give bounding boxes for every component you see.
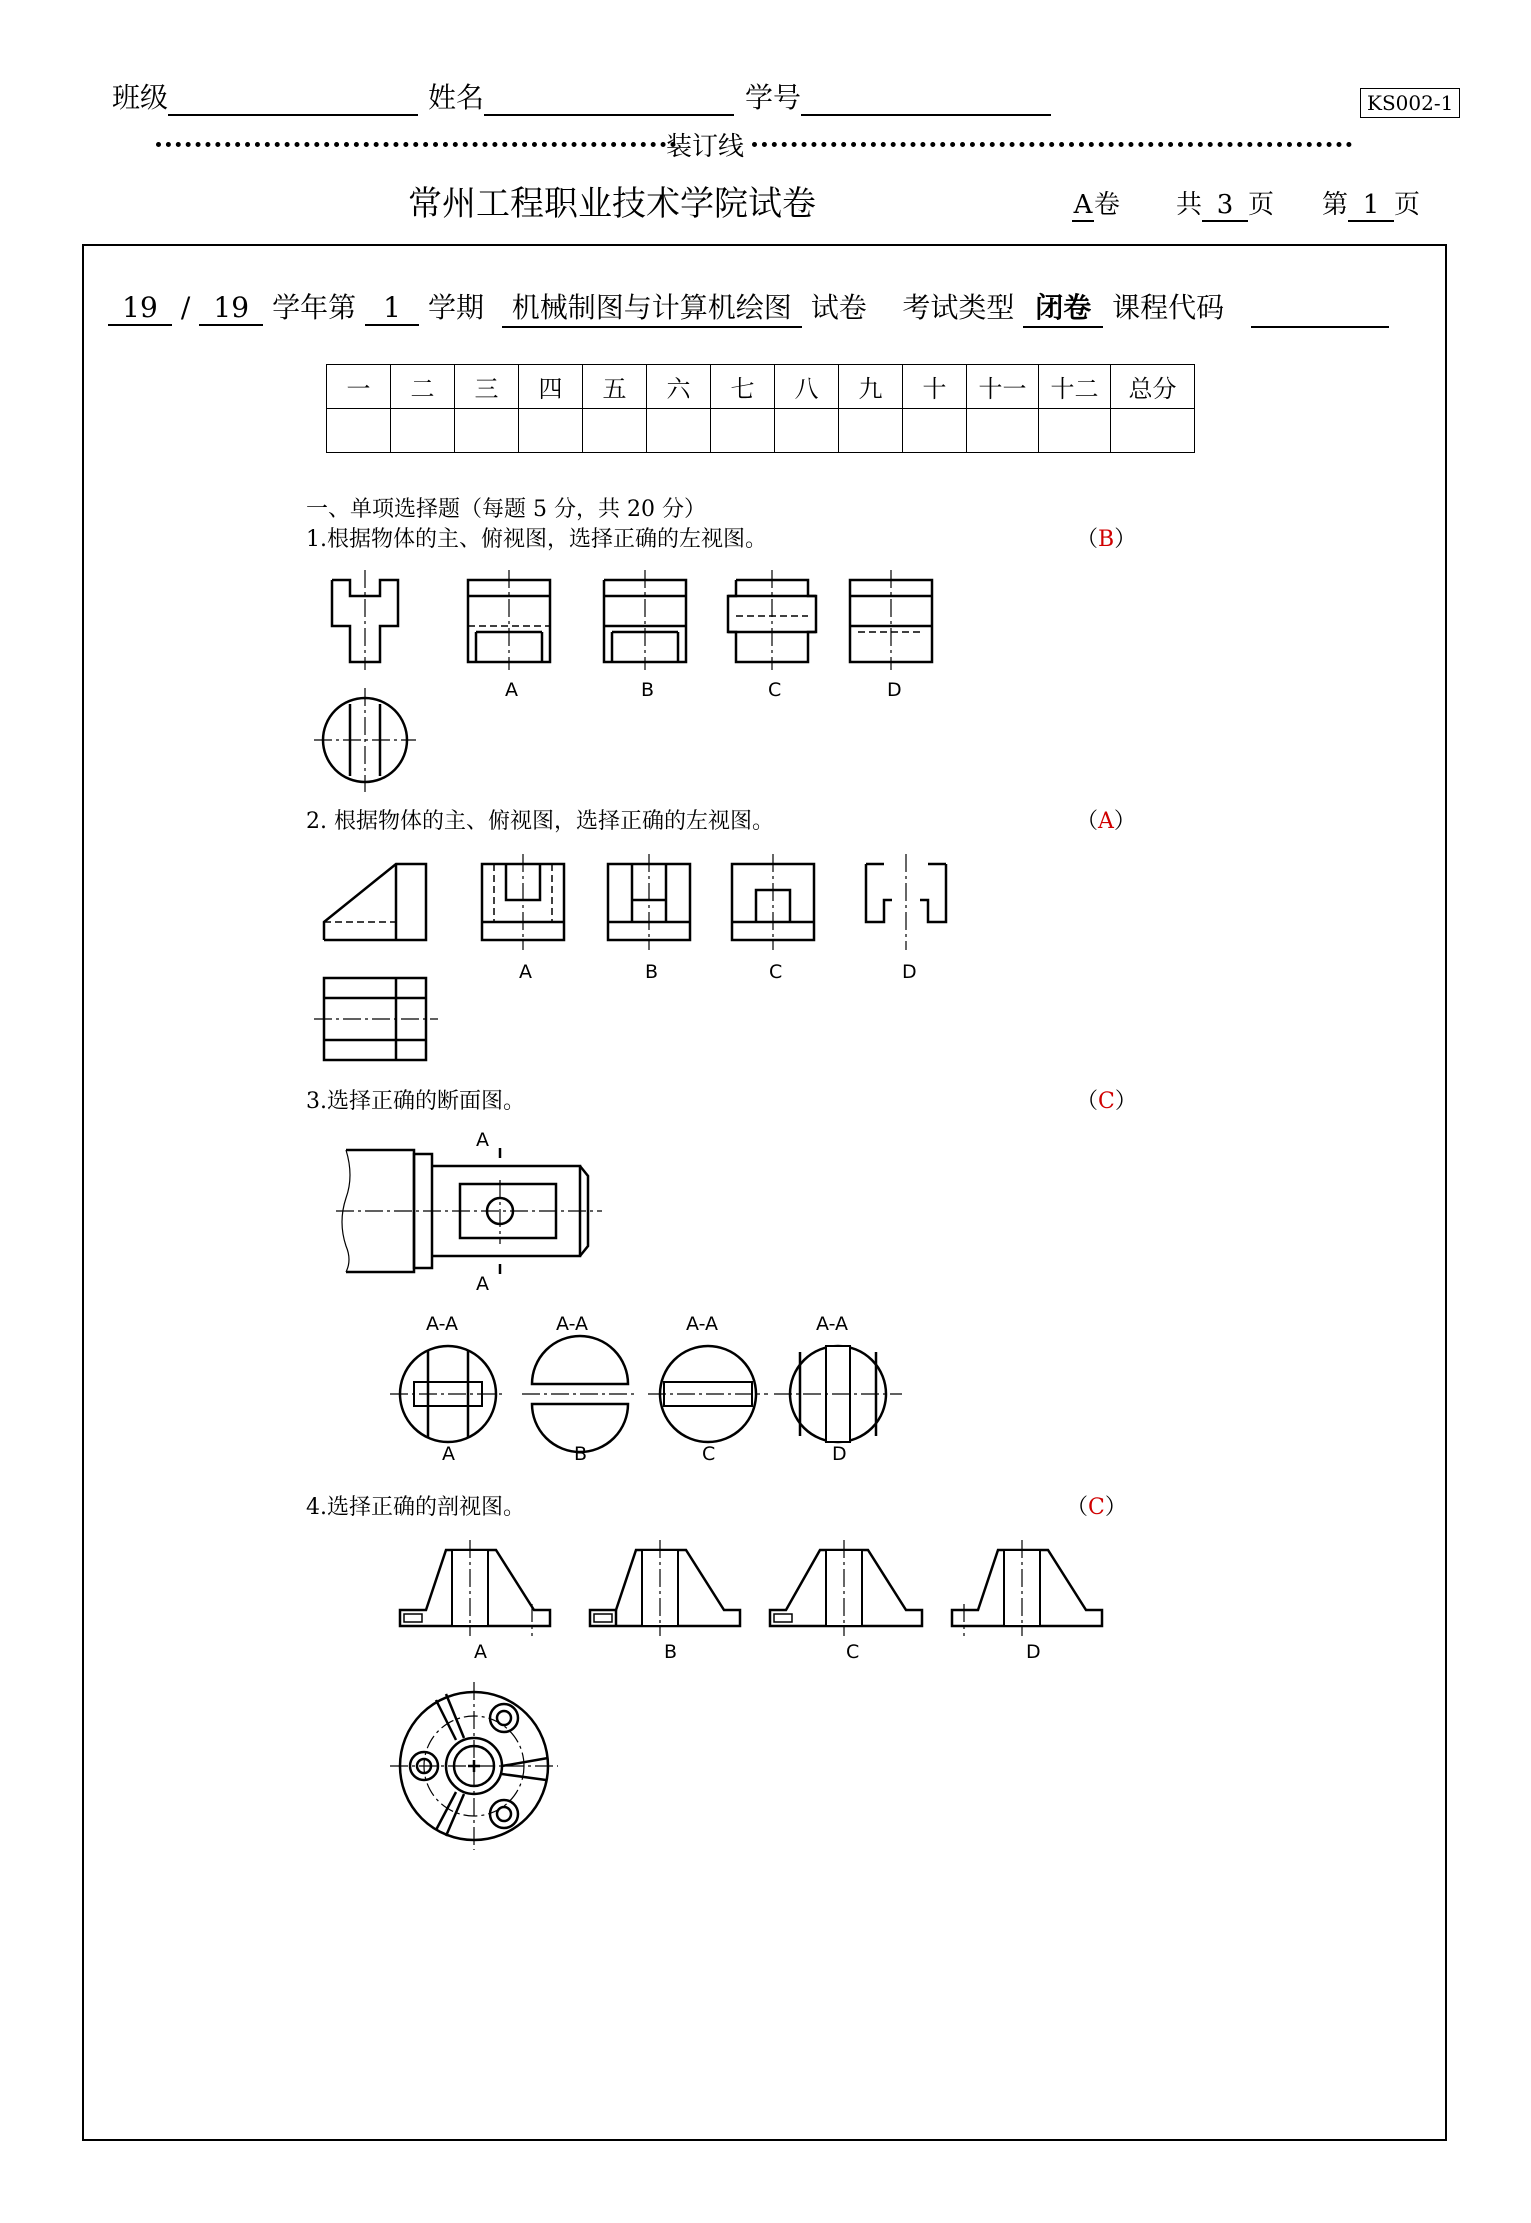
question-1-text: 1.根据物体的主、俯视图，选择正确的左视图。 (306, 527, 767, 552)
q3-option-label-b: B (574, 1443, 588, 1465)
question-2-figure (310, 850, 970, 1070)
score-cell[interactable] (647, 409, 711, 453)
q4-option-label-c: C (846, 1641, 860, 1663)
score-header: 总分 (1111, 365, 1195, 409)
score-header: 八 (775, 365, 839, 409)
exam-info-line: 19 / 19 学年第 1 学期 机械制图与计算机绘图 试卷 考试类型 闭卷 课程代码 (108, 286, 1389, 328)
q2-front-view (324, 864, 426, 940)
q2-option-label-d: D (902, 961, 917, 983)
q3-shaft-view (336, 1148, 602, 1274)
class-blank[interactable] (168, 86, 418, 116)
q1-option-a (468, 570, 550, 670)
school-title: 常州工程职业技术学院试卷 (408, 184, 816, 224)
score-header: 二 (391, 365, 455, 409)
name-field (428, 76, 734, 116)
q1-front-view (332, 570, 398, 670)
q2-option-c (732, 854, 814, 950)
score-cell[interactable] (583, 409, 647, 453)
score-cell[interactable] (1039, 409, 1111, 453)
class-field (112, 76, 418, 116)
student-id-blank[interactable] (801, 86, 1051, 116)
q1-option-b (604, 570, 686, 670)
binding-dots-right (752, 142, 1352, 147)
score-header: 九 (839, 365, 903, 409)
score-cell[interactable] (1111, 409, 1195, 453)
q2-option-d (866, 854, 946, 950)
question-4-text: 4.选择正确的剖视图。 (306, 1495, 525, 1520)
question-3-text: 3.选择正确的断面图。 (306, 1089, 525, 1114)
q2-option-a (482, 854, 564, 950)
score-table-header-row (327, 365, 1195, 409)
q3-option-d (774, 1346, 902, 1442)
section-title: 一、单项选择题（每题 5 分，共 20 分） (306, 497, 706, 522)
answer-text: B (1098, 527, 1115, 552)
question-4-figure (390, 1530, 1130, 1860)
binding-dots-left (156, 142, 676, 147)
q4-top-view (390, 1682, 558, 1850)
page-number: 第 1 页 (1322, 190, 1421, 220)
year-label: 学年第 (272, 291, 357, 324)
exam-type-label: 考试类型 (902, 291, 1015, 324)
q3-option-label-a: A (442, 1443, 455, 1465)
q4-option-label-d: D (1026, 1641, 1041, 1663)
score-header: 十二 (1039, 365, 1111, 409)
question-1-answer: （B） (1076, 527, 1137, 552)
q3-option-b (522, 1336, 636, 1452)
score-cell[interactable] (775, 409, 839, 453)
q3-section-mark-bottom: A (476, 1273, 489, 1295)
score-header: 十一 (967, 365, 1039, 409)
question-3-figure (330, 1126, 930, 1476)
score-header: 一 (327, 365, 391, 409)
q2-option-label-c: C (769, 961, 783, 983)
score-cell[interactable] (455, 409, 519, 453)
score-cell[interactable] (903, 409, 967, 453)
q1-top-view (314, 688, 416, 792)
semester[interactable]: 1 (365, 291, 419, 326)
name-blank[interactable] (484, 86, 734, 116)
q1-option-c (728, 570, 816, 670)
paper-label: 试卷 (810, 291, 867, 324)
score-cell[interactable] (327, 409, 391, 453)
q4-option-label-a: A (474, 1641, 487, 1663)
score-header: 四 (519, 365, 583, 409)
course-code[interactable] (1251, 298, 1389, 328)
q1-option-label-c: C (768, 679, 782, 701)
course-name[interactable]: 机械制图与计算机绘图 (502, 286, 802, 328)
q4-option-a (400, 1540, 550, 1636)
q3-section-title-c: A-A (686, 1313, 719, 1335)
year-from[interactable]: 19 (108, 291, 172, 326)
q2-option-label-b: B (645, 961, 659, 983)
question-2-text: 2. 根据物体的主、俯视图，选择正确的左视图。 (306, 809, 774, 834)
score-header: 三 (455, 365, 519, 409)
q2-option-b (608, 854, 690, 950)
score-header: 五 (583, 365, 647, 409)
name-label: 姓名 (428, 81, 485, 114)
answer-text: C (1088, 1495, 1105, 1520)
question-2-answer: （A） (1076, 809, 1136, 834)
paper-version: A卷 (1073, 190, 1121, 220)
score-table-score-row (327, 409, 1195, 453)
answer-text: A (1098, 809, 1114, 834)
q4-option-d (952, 1540, 1102, 1636)
doc-code: KS002-1 (1360, 88, 1460, 118)
score-cell[interactable] (967, 409, 1039, 453)
student-id-field (745, 76, 1051, 116)
score-header: 七 (711, 365, 775, 409)
q4-option-b (590, 1540, 740, 1636)
course-code-label: 课程代码 (1112, 291, 1225, 324)
exam-type[interactable]: 闭卷 (1023, 286, 1103, 328)
question-3-answer: （C） (1076, 1089, 1137, 1114)
score-header: 六 (647, 365, 711, 409)
q4-option-label-b: B (664, 1641, 678, 1663)
q3-option-label-d: D (832, 1443, 847, 1465)
q3-option-c (648, 1346, 768, 1442)
q2-option-label-a: A (519, 961, 532, 983)
q1-option-label-b: B (641, 679, 655, 701)
score-cell[interactable] (519, 409, 583, 453)
score-cell[interactable] (711, 409, 775, 453)
score-table (326, 364, 1195, 453)
class-label: 班级 (112, 81, 169, 114)
student-id-label: 学号 (745, 81, 802, 114)
q2-top-view (314, 978, 438, 1060)
q3-section-title-b: A-A (556, 1313, 589, 1335)
q3-section-title-d: A-A (816, 1313, 849, 1335)
q1-option-label-a: A (505, 679, 518, 701)
answer-text: C (1098, 1089, 1115, 1114)
q1-option-label-d: D (887, 679, 902, 701)
question-1-figure (310, 566, 970, 796)
year-to[interactable]: 19 (199, 291, 263, 326)
total-pages: 共 3 页 (1176, 190, 1275, 220)
score-cell[interactable] (839, 409, 903, 453)
binding-line-label: 装订线 (666, 132, 745, 162)
q1-option-d (850, 570, 932, 670)
q4-option-c (770, 1540, 922, 1636)
q3-section-title-a: A-A (426, 1313, 459, 1335)
q3-option-a (390, 1346, 506, 1442)
question-4-answer: （C） (1066, 1495, 1127, 1520)
q3-section-mark-top: A (476, 1129, 489, 1151)
semester-label: 学期 (427, 291, 484, 324)
q3-option-label-c: C (702, 1443, 716, 1465)
score-cell[interactable] (391, 409, 455, 453)
score-header: 十 (903, 365, 967, 409)
